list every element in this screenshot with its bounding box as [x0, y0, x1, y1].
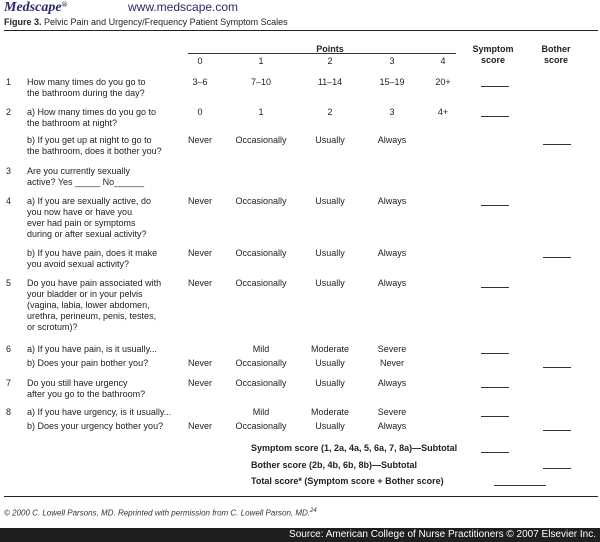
- symptom-score-blank[interactable]: [481, 86, 509, 87]
- symptom-score-blank[interactable]: [481, 353, 509, 354]
- source-credit: Source: American College of Nurse Practitioners © 2007 Elsevier Inc.: [289, 529, 596, 540]
- answer-option[interactable]: Never: [187, 378, 212, 388]
- answer-option[interactable]: Moderate: [310, 407, 350, 417]
- answer-option[interactable]: Always: [377, 248, 407, 258]
- answer-option[interactable]: Severe: [377, 344, 407, 354]
- question-text: b) Does your pain bother you?: [27, 358, 149, 368]
- col-1: 1: [258, 56, 264, 66]
- question-text: a) How many times do you go to the bathroom at night?: [27, 107, 157, 128]
- bottom-rule: [4, 496, 598, 497]
- answer-option[interactable]: Never: [379, 358, 404, 368]
- answer-option[interactable]: Always: [377, 196, 407, 206]
- points-header: Points: [316, 44, 344, 54]
- bother-score-blank[interactable]: [543, 367, 571, 368]
- answer-option[interactable]: Usually: [315, 378, 345, 388]
- answer-option[interactable]: Occasionally: [235, 135, 287, 145]
- col-3: 3: [389, 56, 395, 66]
- answer-option[interactable]: 11–14: [317, 77, 343, 87]
- answer-option[interactable]: Never: [187, 196, 212, 206]
- question-number: 4: [6, 196, 12, 206]
- question-number: 7: [6, 378, 12, 388]
- top-rule: [4, 30, 598, 31]
- symptom-score-blank[interactable]: [481, 205, 509, 206]
- total-score-blank[interactable]: [494, 485, 546, 486]
- bother-subtotal-blank[interactable]: [543, 468, 571, 469]
- symptom-score-blank[interactable]: [481, 387, 509, 388]
- answer-option[interactable]: Mild: [252, 344, 270, 354]
- col-4: 4: [440, 56, 446, 66]
- answer-option[interactable]: 2: [327, 107, 333, 117]
- question-text: Do you still have urgency after you go to the bathroom?: [27, 378, 146, 399]
- question-number: 3: [6, 166, 12, 176]
- symptom-score-blank[interactable]: [481, 416, 509, 417]
- col-0: 0: [197, 56, 203, 66]
- answer-option[interactable]: 1: [258, 107, 264, 117]
- answer-option[interactable]: Severe: [377, 407, 407, 417]
- answer-option[interactable]: 4+: [437, 107, 449, 117]
- answer-option[interactable]: Occasionally: [235, 358, 287, 368]
- question-number: 8: [6, 407, 12, 417]
- question-text: Are you currently sexually active? Yes _____ No______: [27, 166, 145, 187]
- answer-option[interactable]: Never: [187, 278, 212, 288]
- question-text: Do you have pain associated with your bladder or in your pelvis (vagina, labia, lower abdomen, urethra, perineum, penis, testes, or scrotum)?: [27, 278, 162, 332]
- answer-option[interactable]: Usually: [315, 358, 345, 368]
- header-bar: [0, 0, 600, 14]
- col-2: 2: [327, 56, 333, 66]
- answer-option[interactable]: 20+: [435, 77, 451, 87]
- answer-option[interactable]: Occasionally: [235, 421, 287, 431]
- answer-option[interactable]: Occasionally: [235, 248, 287, 258]
- answer-option[interactable]: Never: [187, 248, 212, 258]
- bother-score-blank[interactable]: [543, 257, 571, 258]
- answer-option[interactable]: Never: [187, 421, 212, 431]
- answer-option[interactable]: Occasionally: [235, 196, 287, 206]
- question-text: b) Does your urgency bother you?: [27, 421, 164, 431]
- answer-option[interactable]: Usually: [315, 248, 345, 258]
- answer-option[interactable]: 3: [389, 107, 395, 117]
- answer-option[interactable]: 0: [197, 107, 203, 117]
- answer-option[interactable]: Never: [187, 135, 212, 145]
- bother-score-blank[interactable]: [543, 430, 571, 431]
- answer-option[interactable]: Always: [377, 378, 407, 388]
- question-text: a) If you are sexually active, do you now have or have you ever had pain or symptoms during or after sexual activity?: [27, 196, 152, 239]
- answer-option[interactable]: Usually: [315, 196, 345, 206]
- answer-option[interactable]: Usually: [315, 135, 345, 145]
- symptom-score-header: Symptom score: [472, 44, 514, 65]
- answer-option[interactable]: 3–6: [192, 77, 208, 87]
- answer-option[interactable]: Always: [377, 421, 407, 431]
- question-number: 6: [6, 344, 12, 354]
- copyright-note: © 2000 C. Lowell Parsons, MD. Reprinted with permission from C. Lowell Parson, MD.$^{24}$: [4, 508, 317, 518]
- question-text: b) If you have pain, does it make you avoid sexual activity?: [27, 248, 158, 269]
- brand-logo[interactable]: Medscape®: [4, 0, 68, 15]
- question-number: 5: [6, 278, 12, 288]
- answer-option[interactable]: Mild: [252, 407, 270, 417]
- question-text: a) If you have urgency, is it usually...: [27, 407, 172, 417]
- answer-option[interactable]: Moderate: [310, 344, 350, 354]
- symptom-score-blank[interactable]: [481, 116, 509, 117]
- symptom-subtotal-blank[interactable]: [481, 452, 509, 453]
- answer-option[interactable]: Occasionally: [235, 378, 287, 388]
- answer-option[interactable]: Usually: [315, 278, 345, 288]
- question-text: b) If you get up at night to go to the bathroom, does it bother you?: [27, 135, 162, 156]
- points-underline: [188, 53, 456, 54]
- answer-option[interactable]: 15–19: [379, 77, 405, 87]
- question-text: a) If you have pain, is it usually...: [27, 344, 157, 354]
- answer-option[interactable]: Occasionally: [235, 278, 287, 288]
- answer-option[interactable]: Usually: [315, 421, 345, 431]
- question-text: How many times do you go to the bathroom during the day?: [27, 77, 146, 98]
- bother-score-header: Bother score: [541, 44, 571, 65]
- site-link[interactable]: www.medscape.com: [128, 0, 239, 14]
- answer-option[interactable]: 7–10: [250, 77, 272, 87]
- symptom-subtotal-label: Symptom score (1, 2a, 4a, 5, 6a, 7, 8a)—Subtotal: [251, 443, 458, 453]
- bother-score-blank[interactable]: [543, 144, 571, 145]
- question-number: 1: [6, 77, 12, 87]
- answer-option[interactable]: Always: [377, 135, 407, 145]
- bother-subtotal-label: Bother score (2b, 4b, 6b, 8b)—Subtotal: [251, 460, 418, 470]
- question-number: 2: [6, 107, 12, 117]
- symptom-score-blank[interactable]: [481, 287, 509, 288]
- figure-title: Figure 3. Pelvic Pain and Urgency/Frequency Patient Symptom Scales: [4, 17, 288, 27]
- total-score-label: Total score* (Symptom score + Bother score): [251, 476, 444, 486]
- answer-option[interactable]: Always: [377, 278, 407, 288]
- answer-option[interactable]: Never: [187, 358, 212, 368]
